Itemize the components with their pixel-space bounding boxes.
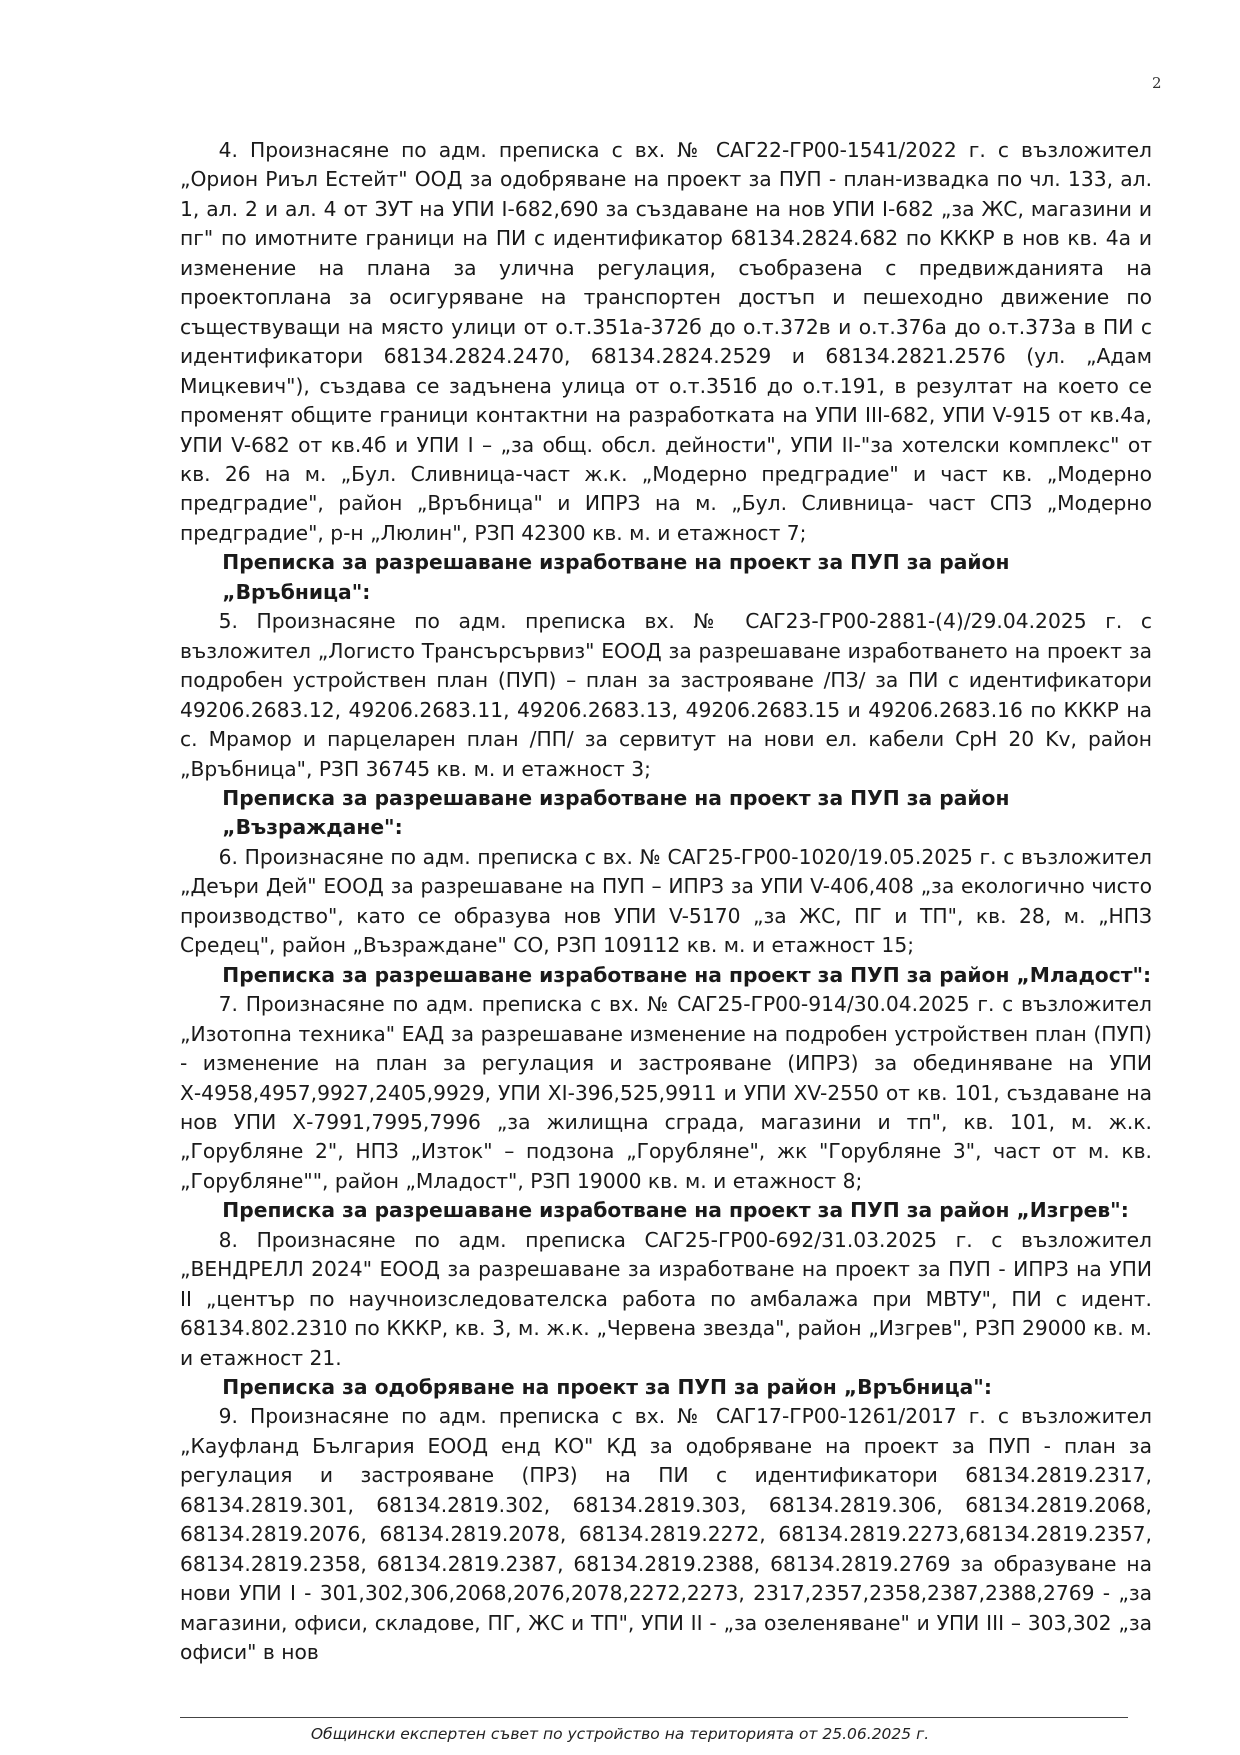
section-heading-mladost-permit: Преписка за разрешаване изработване на проект за ПУП за район „Младост":: [222, 962, 1152, 987]
page-footer: Общински експертен съвет по устройство на територията от 25.06.2025 г.: [310, 1725, 930, 1743]
section-heading-vrabnitsa-permit: Преписка за разрешаване изработване на проект за ПУП за район „Връбница":: [222, 550, 1010, 604]
section-heading-vrabnitsa-approval: Преписка за одобряване на проект за ПУП за район „Връбница":: [222, 1375, 992, 1400]
agenda-item-7: 7. Произнасяне по адм. преписка с вх. № САГ25-ГР00-914/30.04.2025 г. с възложител „Изотопна техника" ЕАД за разрешаване изменение на подробен устройствен план (ПУП) - изменение на план за регулация и застрояване (ИПРЗ) за обединяване на УПИ Х-4958,4957,9927,2405,9929, УПИ XI-396,525,9911 и УПИ XV-2550 от кв. 101, създаване на нов УПИ Х-7991,7995,7996 „за жилищна сграда, магазини и тп", кв. 101, м. ж.к. „Горубляне 2", НПЗ „Изток" – подзона „Горубляне", жк "Горубляне 3", част от м. кв. „Горубляне"", район „Младост", РЗП 19000 кв. м. и етажност 8;: [180, 992, 1152, 1193]
agenda-item-8: 8. Произнасяне по адм. преписка САГ25-ГР00-692/31.03.2025 г. с възложител „ВЕНДРЕЛЛ 2024" ЕООД за разрешаване за изработване на проект за ПУП - ИПРЗ на УПИ II „център по научноизследователска работа по амбалажа при МВТУ", ПИ с идент. 68134.802.2310 по КККР, кв. 3, м. ж.к. „Червена звезда", район „Изгрев", РЗП 29000 кв. м. и етажност 21.: [180, 1227, 1152, 1370]
agenda-item-5: 5. Произнасяне по адм. преписка вх. № САГ23-ГР00-2881-(4)/29.04.2025 г. с възложител „Логисто Трансърсървиз" ЕООД за разрешаване изработването на проект за подробен устройствен план (ПУП) – план за застрояване /ПЗ/ за ПИ с идентификатори 49206.2683.12, 49206.2683.11, 49206.2683.13, 49206.2683.15 и 49206.2683.16 по КККР на с. Мрамор и парцеларен план /ПП/ за сервитут на нови ел. кабели СрН 20 Kv, район „Връбница", РЗП 36745 кв. м. и етажност 3;: [180, 609, 1152, 781]
footer-divider: [180, 1717, 1128, 1718]
agenda-item-4: 4. Произнасяне по адм. преписка с вх. № САГ22-ГР00-1541/2022 г. с възложител „Орион Риъл Естейт" ООД за одобряване на проект за ПУП - план-извадка по чл. 133, ал. 1, ал. 2 и ал. 4 от ЗУТ на УПИ I-682,690 за създаване на нов УПИ I-682 „за ЖС, магазини и пг" по имотните граници на ПИ с идентификатор 68134.2824.682 по КККР в нов кв. 4а и изменение на плана за улична регулация, съобразена с предвижданията на проектоплана за осигуряване на транспортен достъп и пешеходно движение по съществуващи на място улици от о.т.351а-372б до о.т.372в и о.т.376а до о.т.373а в ПИ с идентификатори 68134.2824.2470, 68134.2824.2529 и 68134.2821.2576 (ул. „Адам Мицкевич"), създава се задънена улица от о.т.351б до о.т.191, в резултат на което се променят общите граници контактни на разработката на УПИ III-682, УПИ V-915 от кв.4а, УПИ V-682 от кв.4б и УПИ I – „за общ. обсл. дейности", УПИ II-"за хотелски комплекс" от кв. 26 на м. „Бул. Сливница-част ж.к. „Модерно предградие" и част кв. „Модерно предградие", район „Връбница" и ИПРЗ на м. „Бул. Сливница- част СПЗ „Модерно предградие", р-н „Люлин", РЗП 42300 кв. м. и етажност 7;: [180, 138, 1152, 545]
page-number: 2: [1152, 74, 1162, 92]
agenda-item-6: 6. Произнасяне по адм. преписка с вх. № САГ25-ГР00-1020/19.05.2025 г. с възложител „Деъри Дей" ЕООД за разрешаване на ПУП – ИПРЗ за УПИ V-406,408 „за екологично чисто производство", като се образува нов УПИ V-5170 „за ЖС, ПГ и ТП", кв. 28, м. „НПЗ Средец", район „Възраждане" СО, РЗП 109112 кв. м. и етажност 15;: [180, 844, 1152, 958]
agenda-item-9: 9. Произнасяне по адм. преписка с вх. № САГ17-ГР00-1261/2017 г. с възложител „Кауфланд България ЕООД енд КО" КД за одобряване на проект за ПУП - план за регулация и застрояване (ПРЗ) на ПИ с идентификатори 68134.2819.2317, 68134.2819.301, 68134.2819.302, 68134.2819.303, 68134.2819.306, 68134.2819.2068, 68134.2819.2076, 68134.2819.2078, 68134.2819.2272, 68134.2819.2273,68134.2819.2357, 68134.2819.2358, 68134.2819.2387, 68134.2819.2388, 68134.2819.2769 за образуване на нови УПИ I - 301,302,306,2068,2076,2078,2272,2273, 2317,2357,2358,2387,2388,2769 - „за магазини, офиси, складове, ПГ, ЖС и ТП", УПИ II - „за озеленяване" и УПИ III – 303,302 „за офиси" в нов: [180, 1404, 1152, 1665]
document-body: [180, 136, 1152, 1668]
section-heading-vazrazhdane-permit: Преписка за разрешаване изработване на проект за ПУП за район „Възраждане":: [222, 785, 1010, 840]
section-heading-izgrev-permit: Преписка за разрешаване изработване на проект за ПУП за район „Изгрев":: [222, 1198, 1129, 1223]
